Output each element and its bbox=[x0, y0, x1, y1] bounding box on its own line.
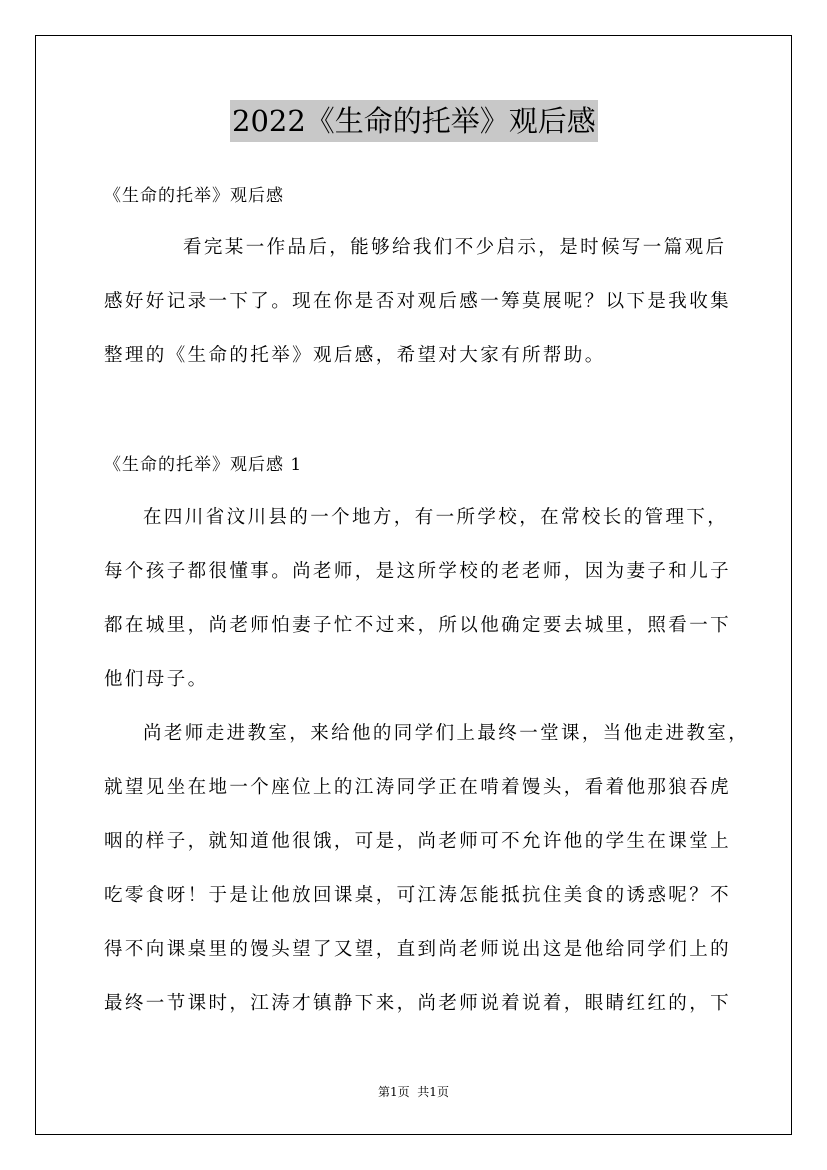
essay-heading: 《生命的托举》观后感 1 bbox=[104, 455, 303, 475]
paragraph2-line-6: 最终一节课时，江涛才镇静下来，尚老师说着说着，眼睛红红的，下 bbox=[104, 993, 732, 1014]
paragraph2-line-5: 得不向课桌里的馒头望了又望，直到尚老师说出这是他给同学们上的 bbox=[104, 939, 732, 960]
paragraph1-line-2: 每个孩子都很懂事。尚老师，是这所学校的老老师，因为妻子和儿子 bbox=[104, 561, 732, 582]
intro-line-1: 看完某一作品后，能够给我们不少启示，是时候写一篇观后 bbox=[183, 237, 727, 258]
paragraph2-line-4: 吃零食呀！于是让他放回课桌，可江涛怎能抵抗住美食的诱惑呢？不 bbox=[104, 885, 732, 906]
section-heading: 《生命的托举》观后感 bbox=[104, 186, 284, 206]
paragraph2-line-1: 尚老师走进教室，来给他的同学们上最终一堂课，当他走进教室， bbox=[143, 723, 750, 744]
intro-line-2: 感好好记录一下了。现在你是否对观后感一筹莫展呢？以下是我收集 bbox=[104, 291, 732, 312]
paragraph2-line-3: 咽的样子，就知道他很饿，可是，尚老师可不允许他的学生在课堂上 bbox=[104, 831, 732, 852]
paragraph1-line-4: 他们母子。 bbox=[104, 669, 209, 690]
intro-line-3: 整理的《生命的托举》观后感，希望对大家有所帮助。 bbox=[104, 345, 606, 366]
page-footer: 第1页 共1页 bbox=[378, 1085, 449, 1099]
paragraph2-line-2: 就望见坐在地一个座位上的江涛同学正在啃着馒头，看着他那狼吞虎 bbox=[104, 777, 732, 798]
paragraph1-line-1: 在四川省汶川县的一个地方，有一所学校，在常校长的管理下， bbox=[143, 507, 729, 528]
document-title: 2022《生命的托举》观后感 bbox=[230, 100, 598, 142]
paragraph1-line-3: 都在城里，尚老师怕妻子忙不过来，所以他确定要去城里，照看一下 bbox=[104, 615, 732, 636]
